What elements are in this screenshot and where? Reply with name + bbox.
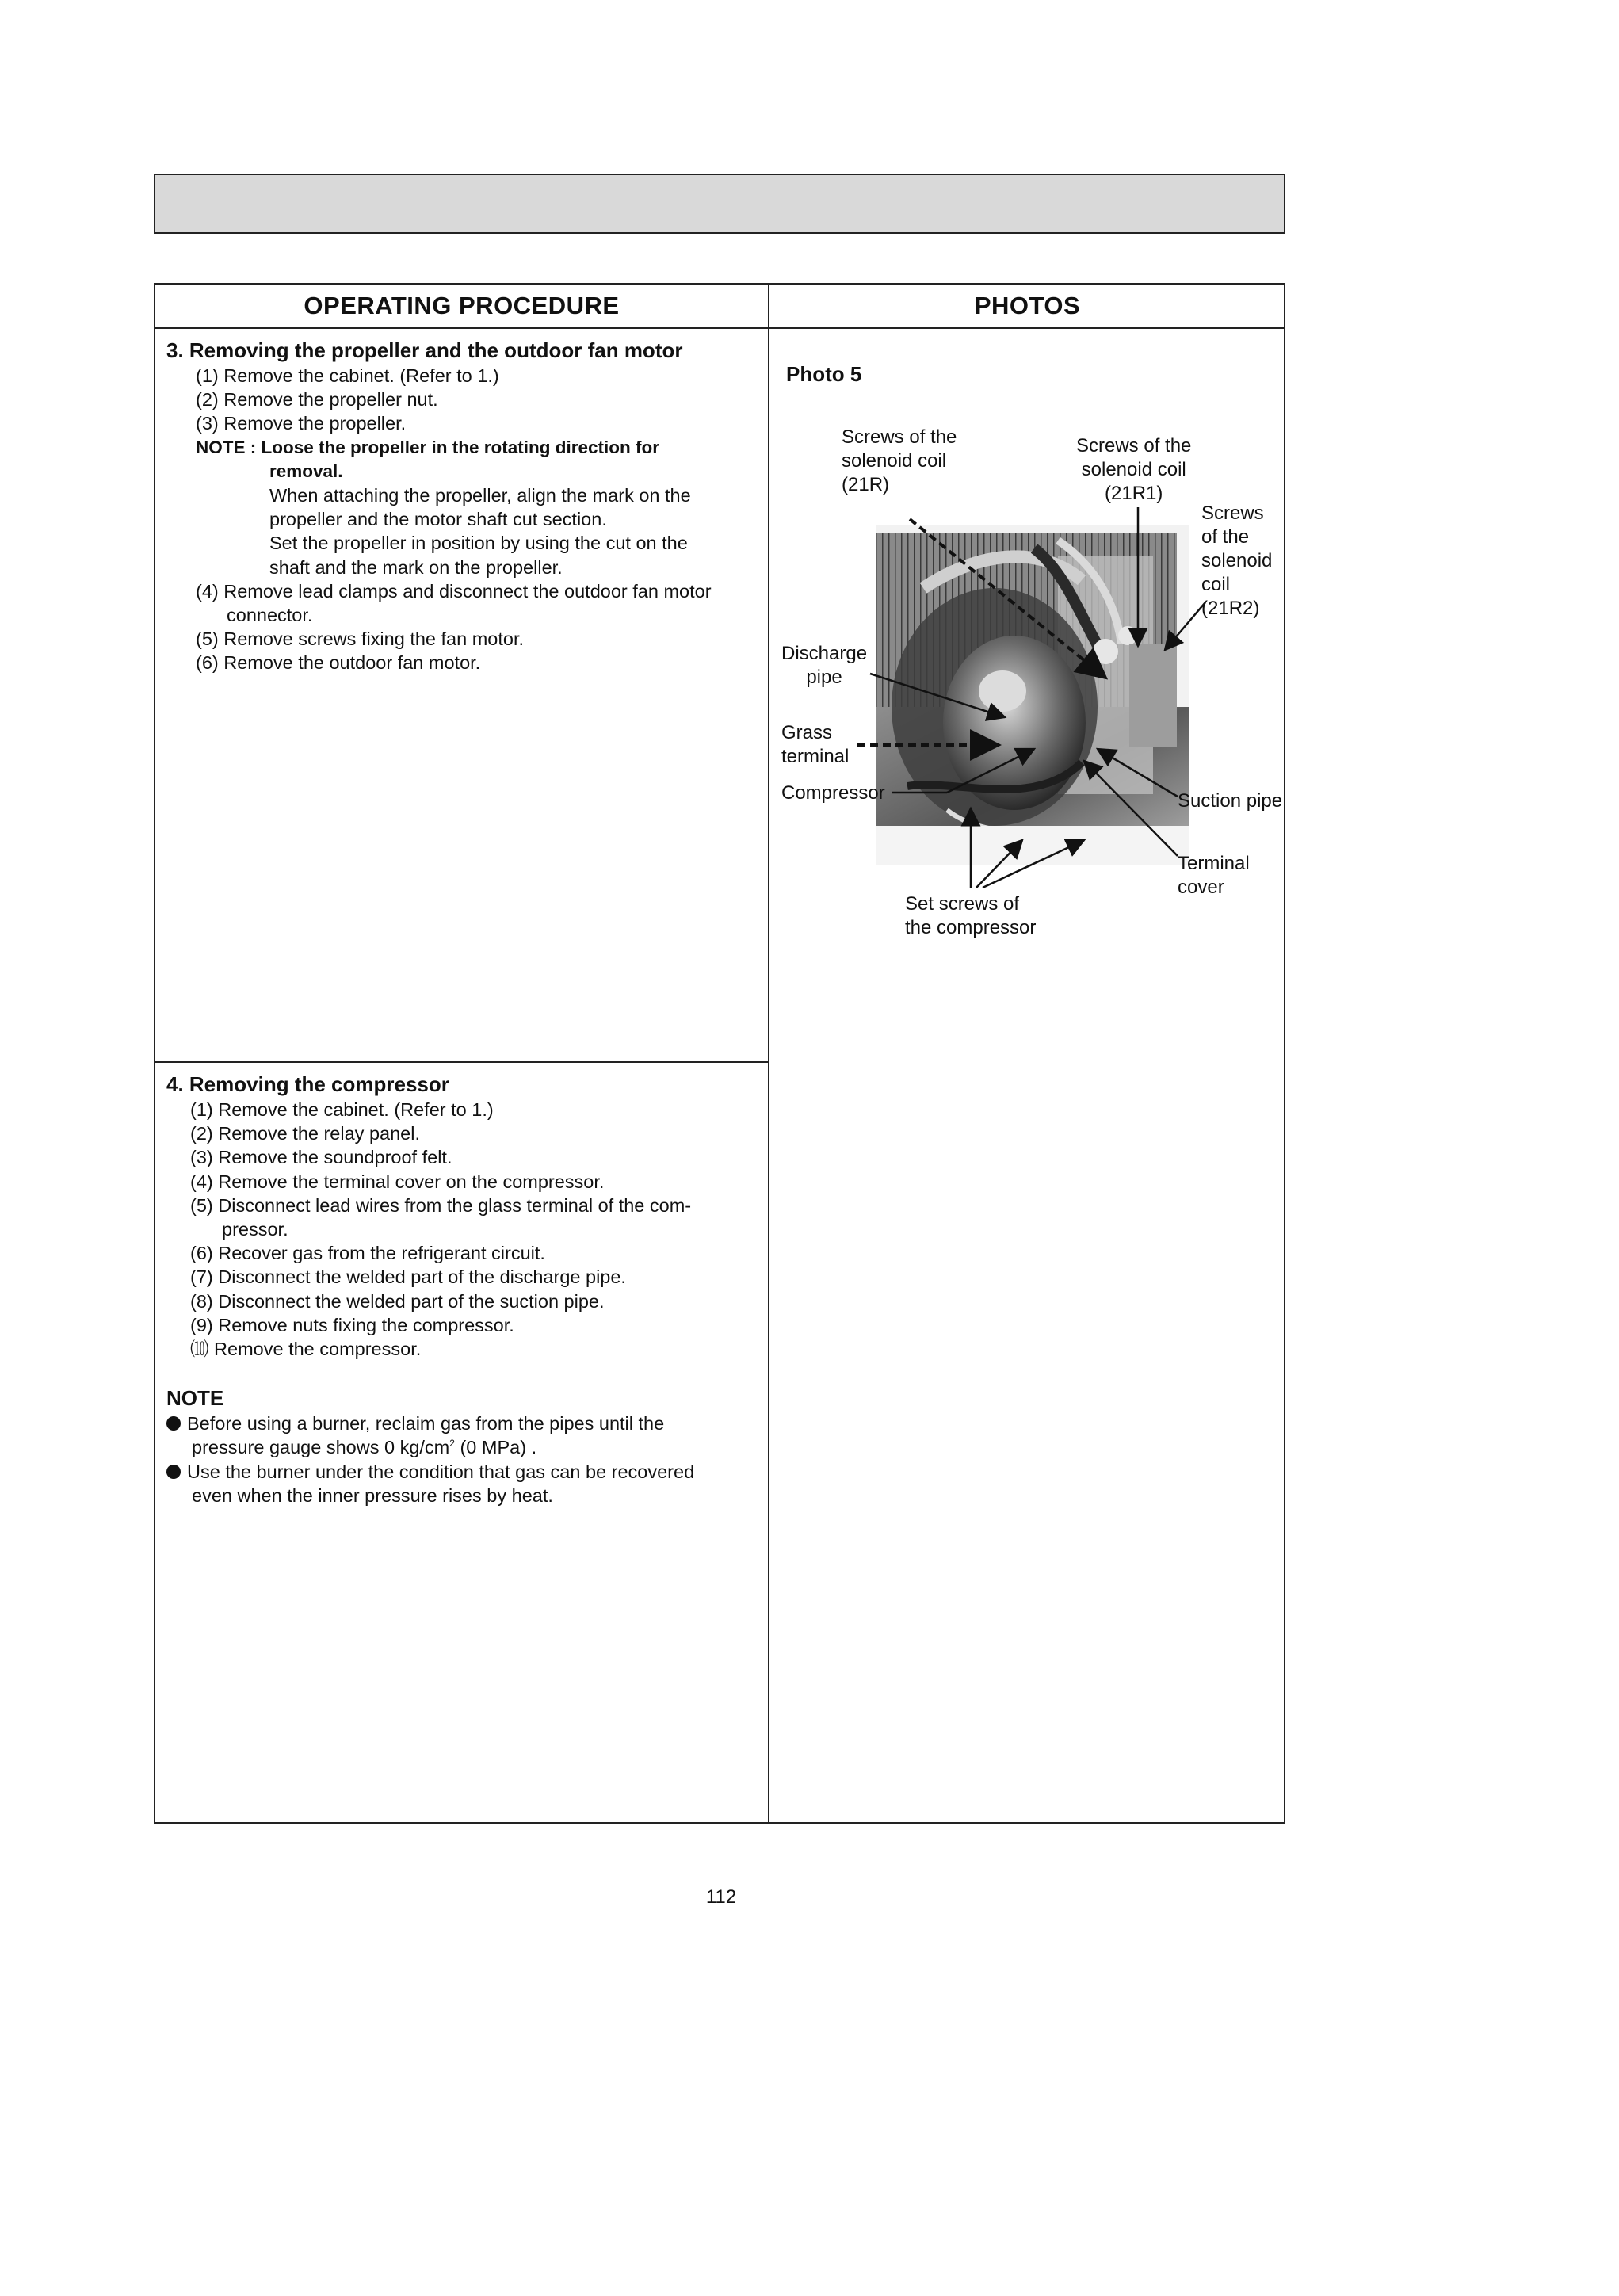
note-bullet-cont — [166, 1435, 761, 1459]
callout-grass-terminal — [781, 721, 849, 769]
bullet-text: (0 MPa) . — [454, 1437, 537, 1458]
step: (3) Remove the soundproof felt. — [190, 1147, 452, 1168]
step-cont: connector. — [227, 605, 313, 626]
callout-line: Screws of the — [842, 426, 957, 448]
callout-screws-21r — [842, 426, 957, 497]
note-line: Set the propeller in position by using the cut on the — [269, 533, 688, 554]
step: (8) Disconnect the welded part of the suction pipe. — [190, 1290, 605, 1312]
note-bullet — [166, 1412, 761, 1435]
callout-line: terminal — [781, 746, 850, 767]
propeller-note-heading: NOTE : Loose the propeller in the rotating direction for — [196, 437, 660, 457]
bullet-text: Before using a burner, reclaim gas from the pipes until the — [187, 1413, 665, 1435]
section-4-title: 4. Removing the compressor — [166, 1072, 449, 1096]
step: (5) Disconnect lead wires from the glass terminal of the com- — [190, 1194, 692, 1216]
header-rule — [155, 327, 1284, 329]
callout-line: coil — [1201, 574, 1231, 595]
callout-line: the compressor — [905, 917, 1037, 938]
note-title: NOTE — [166, 1386, 224, 1411]
step: (6) Recover gas from the refrigerant circuit. — [190, 1243, 545, 1264]
callout-line: (21R1) — [1105, 483, 1163, 504]
step: (9) Remove nuts fixing the compressor. — [190, 1314, 514, 1335]
section-3-title: 3. Removing the propeller and the outdoor fan motor — [166, 338, 683, 362]
compressor-photo — [876, 525, 1189, 865]
callout-line: solenoid coil — [842, 450, 947, 472]
callout-line: Terminal — [1178, 853, 1250, 874]
step: ⑽ Remove the compressor. — [190, 1339, 422, 1360]
photos-heading: PHOTOS — [974, 292, 1081, 319]
step: (5) Remove screws fixing the fan motor. — [196, 628, 525, 650]
callout-line: of the — [1201, 526, 1250, 548]
step: (7) Disconnect the welded part of the discharge pipe. — [190, 1266, 626, 1288]
bullet-text: Use the burner under the condition that gas can be recovered — [187, 1461, 695, 1482]
step: (6) Remove the outdoor fan motor. — [196, 652, 481, 674]
superscript: 2 — [449, 1438, 455, 1450]
step: (4) Remove the terminal cover on the compressor. — [190, 1171, 605, 1192]
callout-line: solenoid coil — [1081, 459, 1186, 480]
note-bullet — [166, 1460, 761, 1484]
note-bullet-cont: even when the inner pressure rises by heat. — [192, 1484, 553, 1506]
section-4 — [166, 1071, 761, 1507]
callout-line: (21R) — [842, 474, 890, 495]
page-number: 112 — [705, 1886, 737, 1908]
compressor-photo-illustration — [876, 525, 1189, 865]
propeller-note-heading-cont: removal. — [269, 460, 343, 481]
step-cont: pressor. — [222, 1219, 288, 1240]
row-divider — [155, 1061, 769, 1063]
section-3 — [166, 337, 761, 675]
callout-compressor: Compressor — [781, 782, 885, 804]
photo-label: Photo 5 — [786, 362, 862, 386]
step: (1) Remove the cabinet. (Refer to 1.) — [196, 365, 499, 386]
note-line: When attaching the propeller, align the mark on the — [269, 485, 691, 506]
step: (1) Remove the cabinet. (Refer to 1.) — [190, 1099, 494, 1120]
procedure-table — [154, 283, 1285, 1824]
column-divider — [768, 285, 769, 1822]
callout-line: Screws — [1201, 502, 1264, 524]
callout-line: pipe — [806, 667, 842, 688]
callout-line: (21R2) — [1201, 598, 1260, 619]
step: (3) Remove the propeller. — [196, 413, 407, 434]
callout-set-screws — [905, 892, 1036, 940]
bullet-dot-icon — [166, 1465, 181, 1479]
bullet-dot-icon — [166, 1416, 181, 1431]
callout-discharge-pipe — [781, 642, 867, 690]
step: (4) Remove lead clamps and disconnect the outdoor fan motor — [196, 580, 712, 602]
callout-terminal-cover — [1178, 852, 1250, 900]
callout-screws-21r2 — [1201, 502, 1272, 621]
callout-line: Screws of the — [1076, 435, 1192, 457]
step: (2) Remove the propeller nut. — [196, 389, 438, 411]
callout-line: solenoid — [1201, 550, 1273, 571]
callout-line: cover — [1178, 877, 1224, 898]
note-line: shaft and the mark on the propeller. — [269, 556, 563, 578]
step: (2) Remove the relay panel. — [190, 1123, 420, 1144]
callout-line: Discharge — [781, 643, 868, 664]
header-band — [154, 174, 1285, 234]
callout-line: Set screws of — [905, 893, 1020, 915]
callout-line: Grass — [781, 722, 833, 743]
bullet-text: pressure gauge shows 0 kg/cm — [192, 1437, 450, 1458]
callout-screws-21r1 — [1076, 434, 1191, 506]
note-line: propeller and the motor shaft cut section. — [269, 509, 607, 530]
operating-procedure-heading: OPERATING PROCEDURE — [304, 292, 620, 319]
callout-suction-pipe: Suction pipe — [1178, 790, 1283, 812]
